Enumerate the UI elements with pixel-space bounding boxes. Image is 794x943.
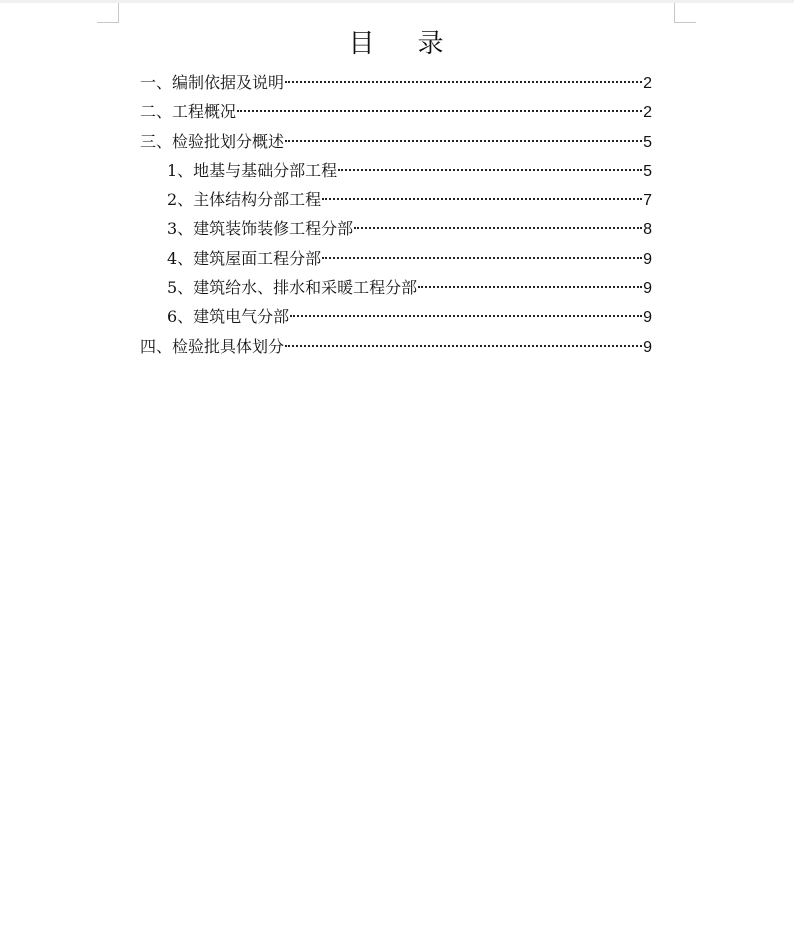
toc-dot-leader	[285, 344, 642, 347]
toc-entry-page: 9	[643, 280, 652, 298]
toc-dot-leader	[338, 168, 642, 171]
toc-entry-page: 9	[643, 250, 652, 268]
toc-dot-leader	[418, 285, 642, 288]
crop-mark-top-right	[674, 3, 696, 23]
toc-subentry[interactable]	[140, 273, 652, 302]
toc-entry-page: 7	[643, 192, 652, 210]
toc-entry-page: 8	[643, 221, 652, 239]
toc-title: 目 录	[348, 29, 446, 59]
toc-entry[interactable]	[140, 97, 652, 126]
toc-dot-leader	[285, 139, 642, 142]
toc-dot-leader	[285, 80, 642, 83]
toc-entry-label: 4、建筑屋面工程分部	[167, 248, 322, 268]
toc-entry-label: 三、检验批划分概述	[140, 131, 285, 151]
toc-subentry[interactable]	[140, 302, 652, 331]
toc-subentry[interactable]	[140, 244, 652, 273]
toc-dot-leader	[322, 197, 642, 200]
toc-entry-label: 2、主体结构分部工程	[167, 190, 322, 210]
toc-dot-leader	[322, 256, 642, 259]
toc-entry-label: 二、工程概况	[140, 102, 237, 122]
toc-entry[interactable]	[140, 127, 652, 156]
toc-entry[interactable]	[140, 332, 652, 361]
toc-entry-page: 5	[643, 133, 652, 151]
toc-subentry[interactable]	[140, 214, 652, 243]
toc-entry-page: 9	[643, 338, 652, 356]
toc-entry-page: 2	[643, 75, 652, 92]
toc-entry-page: 9	[643, 309, 652, 327]
toc-entry-label: 四、检验批具体划分	[140, 336, 285, 356]
toc-dot-leader	[237, 109, 642, 112]
toc-entry-label: 3、建筑装饰装修工程分部	[167, 219, 354, 239]
toc-entry-label: 1、地基与基础分部工程	[167, 160, 338, 180]
toc-subentry[interactable]	[140, 185, 652, 214]
table-of-contents	[140, 68, 652, 361]
toc-entry-label: 一、编制依据及说明	[140, 73, 285, 92]
toc-dot-leader	[290, 314, 642, 317]
toc-dot-leader	[354, 226, 642, 229]
crop-mark-top-left	[97, 3, 119, 23]
toc-entry-page: 2	[643, 104, 652, 122]
toc-entry-page: 5	[643, 162, 652, 180]
toc-subentry[interactable]	[140, 156, 652, 185]
toc-entry-label: 6、建筑电气分部	[167, 307, 290, 327]
toc-entry-label: 5、建筑给水、排水和采暖工程分部	[167, 278, 418, 298]
toc-entry[interactable]	[140, 68, 652, 97]
